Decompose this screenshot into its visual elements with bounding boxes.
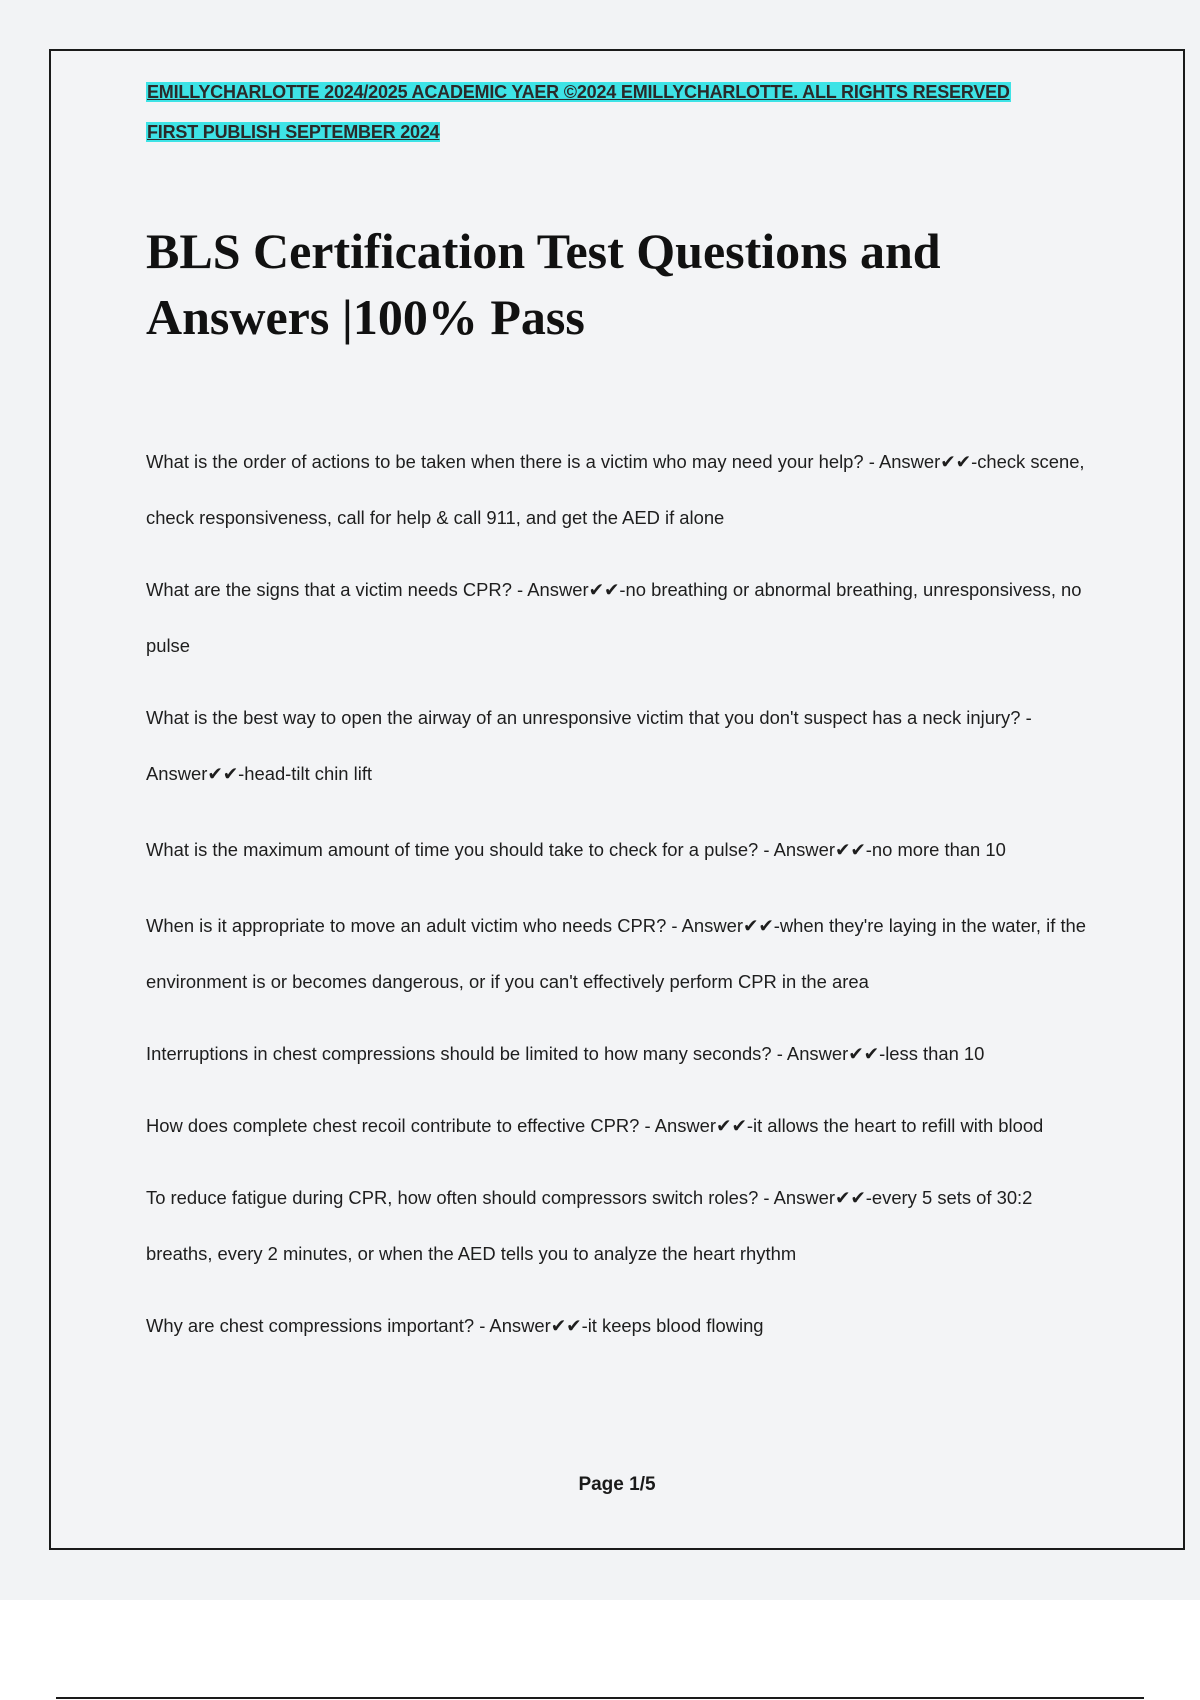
- qa-item: What is the best way to open the airway of an unresponsive victim that you don't suspect has a neck injury? - Answer✔✔-head-tilt chin lift: [146, 707, 1032, 784]
- qa-item: What is the maximum amount of time you should take to check for a pulse? - Answer✔✔-no more than 10: [146, 839, 1006, 860]
- page-divider: [56, 1697, 1144, 1699]
- qa-item: How does complete chest recoil contribute to effective CPR? - Answer✔✔-it allows the heart to refill with blood: [146, 1115, 1044, 1136]
- qa-item: When is it appropriate to move an adult victim who needs CPR? - Answer✔✔-when they're laying in the water, if the environment is or becomes dangerous, or if you can't effectively perform CPR in the area: [146, 915, 1087, 992]
- qa-item: What is the order of actions to be taken when there is a victim who may need your help? - Answer✔✔-check scene, check responsiveness, call for help & call 911, and get the AED if alone: [146, 451, 1085, 528]
- page-number: Page 1/5: [578, 1474, 656, 1495]
- document-title: BLS Certification Test Questions and Answers |100% Pass: [146, 223, 941, 345]
- qa-item: Why are chest compressions important? - Answer✔✔-it keeps blood flowing: [146, 1315, 764, 1336]
- qa-item: What are the signs that a victim needs CPR? - Answer✔✔-no breathing or abnormal breathing, unresponsivess, no pulse: [146, 579, 1082, 656]
- qa-item: Interruptions in chest compressions should be limited to how many seconds? - Answer✔✔-less than 10: [146, 1043, 985, 1064]
- copyright-line: EMILLYCHARLOTTE 2024/2025 ACADEMIC YAER ©2024 EMILLYCHARLOTTE. ALL RIGHTS RESERVED: [147, 82, 1010, 102]
- copyright-header: [146, 72, 1011, 152]
- qa-item: To reduce fatigue during CPR, how often should compressors switch roles? - Answer✔✔-every 5 sets of 30:2 breaths, every 2 minutes, or when the AED tells you to analyze the heart rhythm: [146, 1187, 1033, 1264]
- publish-line: FIRST PUBLISH SEPTEMBER 2024: [147, 122, 440, 142]
- qa-list: [146, 434, 1086, 1370]
